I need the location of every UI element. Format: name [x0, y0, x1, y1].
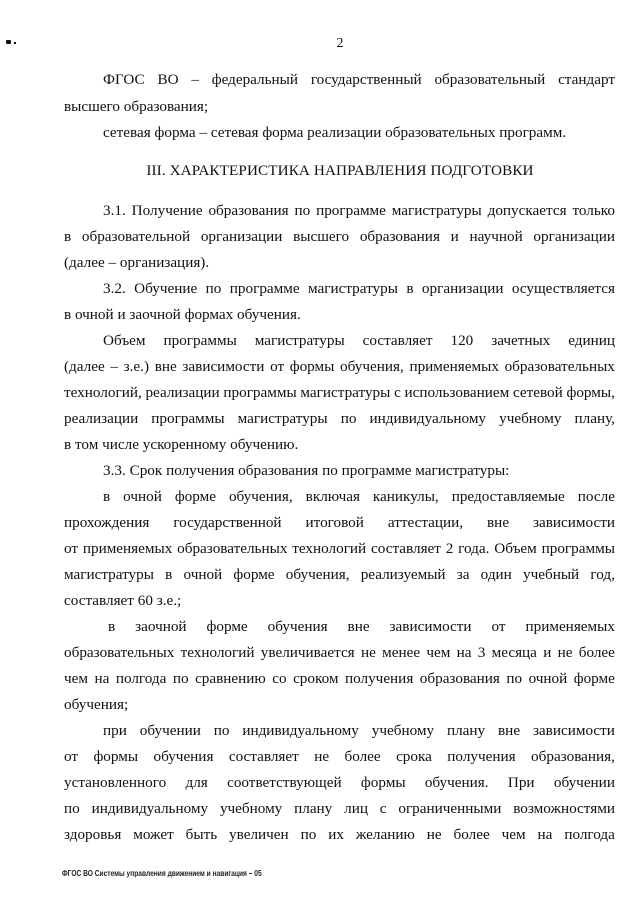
word: магистратуры	[254, 332, 345, 349]
word: реализации	[64, 410, 139, 427]
word: получения	[447, 748, 516, 765]
word: обучения,	[228, 488, 293, 505]
word: года.	[458, 540, 490, 557]
word: 3.2.	[103, 280, 126, 297]
paragraph-line	[64, 409, 615, 429]
word: каникулы,	[372, 488, 439, 505]
word: магистратуры	[308, 280, 398, 297]
word: за	[456, 566, 470, 583]
word: технологий,	[64, 384, 142, 401]
word: более	[578, 644, 615, 661]
word: индивидуальному	[91, 800, 209, 817]
word: образовательных	[177, 540, 288, 557]
word: плану,	[574, 410, 615, 427]
word: программе	[229, 280, 300, 297]
word: стандарт	[558, 71, 615, 88]
word: очной	[528, 670, 568, 687]
word: не	[360, 644, 376, 661]
word: один	[480, 566, 512, 583]
paragraph-line	[64, 643, 615, 663]
word: от	[64, 748, 79, 765]
word: осуществляется	[511, 280, 615, 297]
word: от	[64, 540, 79, 557]
word: программы	[163, 332, 237, 349]
word: менее	[382, 644, 421, 661]
word: реализуемый	[360, 566, 446, 583]
word: з.е.)	[123, 358, 150, 375]
word: обучения	[153, 748, 214, 765]
word: ВО	[157, 71, 179, 88]
document-footer: ФГОС ВО Системы управления движением и навигация – 05	[62, 868, 262, 878]
word: магистратуры	[391, 202, 482, 219]
word: очной	[183, 566, 223, 583]
word: составляет	[228, 748, 299, 765]
word: увеличен	[229, 826, 289, 843]
word: в	[165, 566, 173, 583]
paragraph-line	[64, 513, 615, 533]
word: образовательной	[81, 228, 191, 245]
word: в	[64, 228, 72, 245]
paragraph-line	[64, 669, 615, 689]
word: организации	[421, 280, 504, 297]
word: зависимости	[389, 618, 472, 635]
word: полгода	[115, 670, 167, 687]
word: по	[205, 280, 222, 297]
word: чем	[64, 670, 88, 687]
word: программы	[223, 384, 297, 401]
word: учебному	[371, 722, 435, 739]
word: более	[344, 748, 381, 765]
word: вне	[347, 618, 370, 635]
word: –	[191, 71, 199, 88]
word: предоставляемые	[451, 488, 565, 505]
word: итоговой	[305, 514, 364, 531]
word: увеличивается	[260, 644, 355, 661]
word: год,	[590, 566, 615, 583]
word: индивидуальному	[242, 722, 359, 739]
word: получения	[344, 670, 414, 687]
word: может	[133, 826, 174, 843]
word: полгода	[564, 826, 615, 843]
word: учебному	[219, 800, 283, 817]
word: по	[213, 722, 230, 739]
paragraph-line: обучения;	[64, 696, 129, 713]
word: формы	[360, 774, 406, 791]
paragraph-line: в том числе ускоренному обучению.	[64, 436, 299, 453]
word: государственной	[173, 514, 282, 531]
word: для	[185, 774, 208, 791]
word: по	[172, 670, 189, 687]
word: Получение	[131, 202, 203, 219]
word: формы,	[566, 384, 615, 401]
word: организации	[200, 228, 283, 245]
word: по	[64, 800, 80, 817]
word: учебный	[523, 566, 580, 583]
word: Объем	[494, 540, 537, 557]
page-number: 2	[336, 36, 344, 51]
section-heading: III. ХАРАКТЕРИСТИКА НАПРАВЛЕНИЯ ПОДГОТОВКИ	[146, 162, 534, 179]
word: по	[300, 826, 317, 843]
word: формы	[289, 358, 335, 375]
word: прохождения	[64, 514, 150, 531]
word: допускается	[487, 202, 567, 219]
word: образовательный	[434, 71, 546, 88]
word: зависимости	[182, 358, 265, 375]
word: более	[453, 826, 490, 843]
word: зависимости	[533, 514, 615, 531]
word: вне	[154, 358, 177, 375]
word: индивидуальному	[369, 410, 487, 427]
word: формы	[93, 748, 139, 765]
word: сроком	[293, 670, 339, 687]
word: по	[340, 410, 357, 427]
word: 120	[450, 332, 474, 349]
word: быть	[185, 826, 218, 843]
word: на	[94, 670, 110, 687]
word: сетевой	[512, 384, 563, 401]
word: (далее	[64, 358, 105, 375]
paragraph-line: (далее – организация).	[64, 254, 210, 271]
word: применяемых	[525, 618, 615, 635]
word: аттестации,	[387, 514, 464, 531]
paragraph-line	[64, 799, 615, 819]
word: обучения.	[424, 774, 489, 791]
paragraph-line	[64, 773, 615, 793]
paragraph-line	[64, 227, 615, 247]
word: программе	[316, 202, 386, 219]
word: обучения	[267, 618, 328, 635]
word: по	[506, 670, 523, 687]
word: Объем	[103, 332, 146, 349]
word: 3	[477, 644, 486, 661]
paragraph-line	[103, 331, 615, 351]
word: образования	[419, 670, 500, 687]
word: их	[328, 826, 344, 843]
paragraph-line	[64, 565, 615, 585]
word: форме	[206, 618, 248, 635]
word: форме	[573, 670, 615, 687]
definition-line: высшего образования;	[64, 98, 209, 115]
word: обучения,	[340, 358, 404, 375]
word: высшего	[293, 228, 350, 245]
word: заочной	[135, 618, 187, 635]
word: образовательных	[64, 644, 175, 661]
word: на	[456, 644, 472, 661]
word: образования	[359, 228, 440, 245]
word: составляет	[362, 332, 433, 349]
word: магистратуры	[64, 566, 154, 583]
paragraph-line	[103, 201, 615, 221]
word: ФГОС	[103, 71, 145, 88]
word: с	[379, 800, 387, 817]
word: образования	[208, 202, 289, 219]
paragraph-line	[64, 383, 615, 403]
word: здоровья	[64, 826, 122, 843]
word: срока	[396, 748, 432, 765]
word: обучении	[553, 774, 615, 791]
word: обучении	[139, 722, 201, 739]
word: При	[507, 774, 535, 791]
word: не	[557, 644, 573, 661]
word: желанию	[355, 826, 415, 843]
word: –	[110, 358, 118, 375]
word: научной	[469, 228, 523, 245]
word: организации	[533, 228, 615, 245]
word: реализации	[145, 384, 220, 401]
word: по	[294, 202, 311, 219]
word: от	[270, 358, 285, 375]
word: 2	[445, 540, 454, 557]
word: образовательных	[504, 358, 615, 375]
word: чем	[501, 826, 526, 843]
paragraph-line	[64, 357, 615, 377]
word: от	[491, 618, 506, 635]
paragraph-line: 3.3. Срок получения образования по программе магистратуры:	[103, 462, 510, 479]
paragraph-line	[108, 617, 615, 637]
word: и	[450, 228, 459, 245]
paragraph-line	[64, 539, 615, 559]
word: плану	[294, 800, 333, 817]
word: в	[108, 618, 116, 635]
word: возможностями	[513, 800, 615, 817]
word: соответствующей	[227, 774, 342, 791]
word: вне	[498, 722, 521, 739]
definition-line: сетевая форма – сетевая форма реализации образовательных программ.	[103, 124, 567, 141]
word: при	[103, 722, 127, 739]
word: федеральный	[211, 71, 299, 88]
word: установленного	[64, 774, 167, 791]
word: магистратуры	[237, 410, 328, 427]
paragraph-line: составляет 60 з.е.;	[64, 592, 182, 609]
word: чем	[426, 644, 451, 661]
word: и	[543, 644, 552, 661]
word: только	[572, 202, 615, 219]
word: магистратуры	[300, 384, 391, 401]
word: включая	[305, 488, 360, 505]
word: технологий	[180, 644, 255, 661]
word: программы	[541, 540, 615, 557]
word: в	[103, 488, 111, 505]
word: образования,	[531, 748, 615, 765]
definition-line	[103, 70, 615, 90]
word: ограниченными	[398, 800, 502, 817]
word: использованием	[404, 384, 510, 401]
word: составляет	[371, 540, 441, 557]
paragraph-line	[103, 721, 615, 741]
word: не	[314, 748, 330, 765]
word: 3.1.	[103, 202, 126, 219]
word: форме	[174, 488, 216, 505]
word: очной	[123, 488, 162, 505]
word: технологий	[292, 540, 367, 557]
word: применяемых	[409, 358, 499, 375]
paragraph-line	[103, 279, 615, 299]
word: после	[577, 488, 615, 505]
paragraph-line	[103, 487, 615, 507]
paragraph-line	[64, 747, 615, 767]
word: государственный	[310, 71, 422, 88]
word: в	[406, 280, 414, 297]
word: со	[272, 670, 287, 687]
word: обучения,	[285, 566, 350, 583]
word: вне	[487, 514, 510, 531]
word: сравнению	[195, 670, 266, 687]
word: не	[426, 826, 442, 843]
paragraph-line: в очной и заочной формах обучения.	[64, 306, 301, 323]
word: Обучение	[134, 280, 198, 297]
word: плану	[446, 722, 486, 739]
paragraph-line	[64, 825, 615, 845]
word: форме	[233, 566, 275, 583]
word: с	[394, 384, 401, 401]
word: зависимости	[532, 722, 615, 739]
word: программы	[151, 410, 225, 427]
word: единиц	[568, 332, 615, 349]
word: на	[537, 826, 553, 843]
word: учебному	[499, 410, 562, 427]
word: зачетных	[491, 332, 551, 349]
word: лиц	[344, 800, 368, 817]
word: месяца	[491, 644, 537, 661]
word: применяемых	[82, 540, 173, 557]
